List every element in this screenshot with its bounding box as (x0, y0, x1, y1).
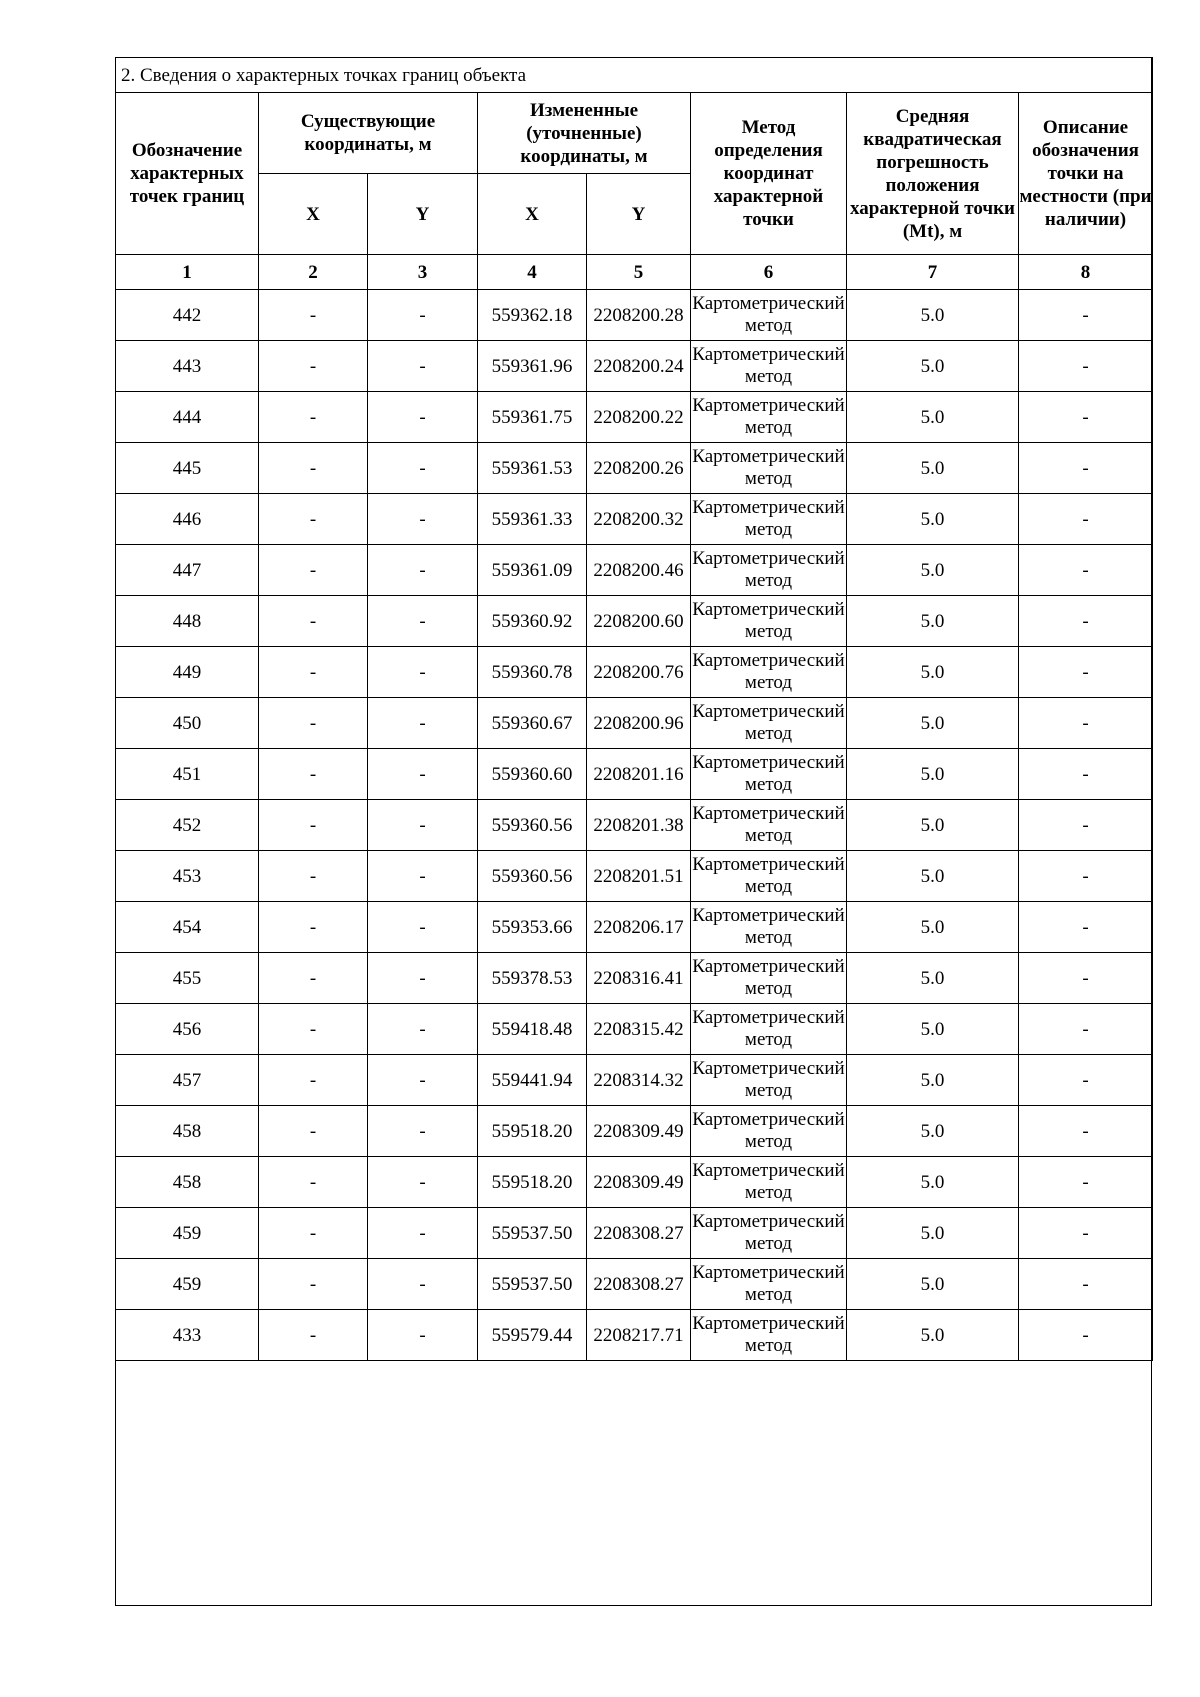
cell-changed-y: 2208200.22 (587, 392, 691, 443)
cell-error-mt: 5.0 (847, 392, 1019, 443)
cell-point-id: 433 (116, 1310, 259, 1361)
header-designation: Обозначение характерных точек границ (116, 93, 259, 255)
cell-existing-y: - (368, 851, 478, 902)
cell-changed-x: 559361.33 (478, 494, 587, 545)
cell-method: Картометрический метод (691, 1055, 847, 1106)
column-number: 7 (847, 255, 1019, 290)
cell-point-id: 452 (116, 800, 259, 851)
cell-point-id: 450 (116, 698, 259, 749)
cell-changed-y: 2208200.60 (587, 596, 691, 647)
cell-method: Картометрический метод (691, 545, 847, 596)
cell-method: Картометрический метод (691, 1157, 847, 1208)
cell-changed-x: 559361.09 (478, 545, 587, 596)
cell-description: - (1019, 290, 1153, 341)
cell-changed-x: 559418.48 (478, 1004, 587, 1055)
column-number: 4 (478, 255, 587, 290)
cell-changed-x: 559360.56 (478, 800, 587, 851)
cell-changed-y: 2208308.27 (587, 1259, 691, 1310)
cell-method: Картометрический метод (691, 1310, 847, 1361)
cell-description: - (1019, 749, 1153, 800)
cell-point-id: 447 (116, 545, 259, 596)
column-number: 8 (1019, 255, 1153, 290)
cell-existing-x: - (259, 494, 368, 545)
table-row (116, 1157, 1153, 1208)
cell-existing-y: - (368, 545, 478, 596)
cell-existing-y: - (368, 1259, 478, 1310)
cell-existing-x: - (259, 1157, 368, 1208)
cell-error-mt: 5.0 (847, 596, 1019, 647)
cell-method: Картометрический метод (691, 341, 847, 392)
cell-method: Картометрический метод (691, 1004, 847, 1055)
cell-description: - (1019, 953, 1153, 1004)
cell-changed-x: 559361.53 (478, 443, 587, 494)
cell-changed-y: 2208316.41 (587, 953, 691, 1004)
cell-existing-x: - (259, 1106, 368, 1157)
cell-point-id: 453 (116, 851, 259, 902)
table-row (116, 545, 1153, 596)
cell-changed-x: 559537.50 (478, 1208, 587, 1259)
header-existing-y: Y (368, 174, 478, 255)
cell-changed-y: 2208314.32 (587, 1055, 691, 1106)
cell-method: Картометрический метод (691, 902, 847, 953)
cell-changed-x: 559360.67 (478, 698, 587, 749)
cell-existing-y: - (368, 443, 478, 494)
cell-changed-y: 2208217.71 (587, 1310, 691, 1361)
cell-method: Картометрический метод (691, 290, 847, 341)
column-number: 2 (259, 255, 368, 290)
cell-existing-y: - (368, 341, 478, 392)
cell-existing-y: - (368, 290, 478, 341)
boundary-points-table (115, 57, 1153, 1361)
cell-changed-x: 559360.78 (478, 647, 587, 698)
cell-existing-x: - (259, 1208, 368, 1259)
cell-point-id: 456 (116, 1004, 259, 1055)
cell-changed-x: 559362.18 (478, 290, 587, 341)
cell-point-id: 457 (116, 1055, 259, 1106)
cell-error-mt: 5.0 (847, 1157, 1019, 1208)
cell-existing-x: - (259, 1004, 368, 1055)
cell-existing-x: - (259, 341, 368, 392)
cell-description: - (1019, 1004, 1153, 1055)
cell-changed-y: 2208309.49 (587, 1157, 691, 1208)
cell-point-id: 443 (116, 341, 259, 392)
cell-existing-y: - (368, 1208, 478, 1259)
header-changed-y: Y (587, 174, 691, 255)
cell-point-id: 459 (116, 1208, 259, 1259)
cell-existing-y: - (368, 494, 478, 545)
table-row (116, 596, 1153, 647)
cell-point-id: 458 (116, 1157, 259, 1208)
table-row (116, 392, 1153, 443)
header-existing-x: X (259, 174, 368, 255)
cell-point-id: 451 (116, 749, 259, 800)
cell-error-mt: 5.0 (847, 1004, 1019, 1055)
cell-method: Картометрический метод (691, 800, 847, 851)
cell-changed-x: 559361.75 (478, 392, 587, 443)
cell-error-mt: 5.0 (847, 1208, 1019, 1259)
table-row (116, 953, 1153, 1004)
cell-description: - (1019, 647, 1153, 698)
cell-error-mt: 5.0 (847, 749, 1019, 800)
cell-point-id: 442 (116, 290, 259, 341)
table-row (116, 443, 1153, 494)
cell-changed-y: 2208308.27 (587, 1208, 691, 1259)
cell-method: Картометрический метод (691, 953, 847, 1004)
cell-existing-y: - (368, 749, 478, 800)
cell-existing-x: - (259, 596, 368, 647)
header-changed-x: X (478, 174, 587, 255)
table-row (116, 1259, 1153, 1310)
table-row (116, 1106, 1153, 1157)
cell-error-mt: 5.0 (847, 290, 1019, 341)
table-row (116, 1310, 1153, 1361)
cell-error-mt: 5.0 (847, 1055, 1019, 1106)
cell-method: Картометрический метод (691, 851, 847, 902)
cell-changed-x: 559378.53 (478, 953, 587, 1004)
cell-description: - (1019, 851, 1153, 902)
cell-existing-x: - (259, 749, 368, 800)
cell-existing-x: - (259, 443, 368, 494)
cell-description: - (1019, 1259, 1153, 1310)
cell-changed-x: 559537.50 (478, 1259, 587, 1310)
table-row (116, 1004, 1153, 1055)
table-row (116, 494, 1153, 545)
cell-changed-y: 2208201.38 (587, 800, 691, 851)
header-description: Описание обозначения точки на местности (при наличии) (1019, 93, 1153, 255)
cell-error-mt: 5.0 (847, 902, 1019, 953)
cell-changed-x: 559360.92 (478, 596, 587, 647)
cell-error-mt: 5.0 (847, 698, 1019, 749)
cell-description: - (1019, 698, 1153, 749)
cell-changed-y: 2208200.26 (587, 443, 691, 494)
cell-error-mt: 5.0 (847, 851, 1019, 902)
cell-point-id: 458 (116, 1106, 259, 1157)
cell-changed-x: 559579.44 (478, 1310, 587, 1361)
cell-description: - (1019, 443, 1153, 494)
cell-method: Картометрический метод (691, 698, 847, 749)
cell-existing-y: - (368, 698, 478, 749)
cell-existing-y: - (368, 1106, 478, 1157)
cell-description: - (1019, 341, 1153, 392)
cell-changed-x: 559360.56 (478, 851, 587, 902)
cell-changed-y: 2208200.24 (587, 341, 691, 392)
cell-existing-y: - (368, 596, 478, 647)
cell-existing-x: - (259, 1259, 368, 1310)
cell-method: Картометрический метод (691, 392, 847, 443)
cell-existing-x: - (259, 851, 368, 902)
cell-existing-x: - (259, 953, 368, 1004)
cell-error-mt: 5.0 (847, 647, 1019, 698)
cell-method: Картометрический метод (691, 596, 847, 647)
header-changed-coordinates: Измененные (уточненные) координаты, м (478, 93, 691, 174)
cell-error-mt: 5.0 (847, 953, 1019, 1004)
cell-changed-y: 2208200.28 (587, 290, 691, 341)
cell-existing-x: - (259, 698, 368, 749)
header-existing-coordinates: Существующие координаты, м (259, 93, 478, 174)
table-row (116, 851, 1153, 902)
cell-changed-y: 2208206.17 (587, 902, 691, 953)
cell-changed-x: 559361.96 (478, 341, 587, 392)
table-row (116, 290, 1153, 341)
cell-existing-y: - (368, 647, 478, 698)
cell-description: - (1019, 1157, 1153, 1208)
table-row (116, 749, 1153, 800)
cell-description: - (1019, 1055, 1153, 1106)
cell-point-id: 454 (116, 902, 259, 953)
cell-description: - (1019, 545, 1153, 596)
column-number: 3 (368, 255, 478, 290)
cell-description: - (1019, 494, 1153, 545)
cell-description: - (1019, 902, 1153, 953)
table-row (116, 647, 1153, 698)
table-row (116, 1055, 1153, 1106)
cell-changed-x: 559441.94 (478, 1055, 587, 1106)
table-row (116, 341, 1153, 392)
cell-description: - (1019, 1310, 1153, 1361)
cell-existing-x: - (259, 1310, 368, 1361)
cell-existing-y: - (368, 1004, 478, 1055)
column-number: 6 (691, 255, 847, 290)
cell-error-mt: 5.0 (847, 1106, 1019, 1157)
cell-changed-y: 2208201.16 (587, 749, 691, 800)
cell-description: - (1019, 596, 1153, 647)
column-number: 5 (587, 255, 691, 290)
cell-error-mt: 5.0 (847, 545, 1019, 596)
cell-existing-y: - (368, 800, 478, 851)
cell-changed-y: 2208200.32 (587, 494, 691, 545)
cell-existing-y: - (368, 1157, 478, 1208)
cell-description: - (1019, 392, 1153, 443)
cell-changed-y: 2208200.76 (587, 647, 691, 698)
table-row (116, 698, 1153, 749)
cell-point-id: 455 (116, 953, 259, 1004)
cell-error-mt: 5.0 (847, 494, 1019, 545)
cell-method: Картометрический метод (691, 1259, 847, 1310)
cell-point-id: 445 (116, 443, 259, 494)
cell-changed-x: 559518.20 (478, 1157, 587, 1208)
cell-changed-x: 559518.20 (478, 1106, 587, 1157)
cell-existing-x: - (259, 545, 368, 596)
header-method: Метод определения координат характерной точки (691, 93, 847, 255)
cell-error-mt: 5.0 (847, 800, 1019, 851)
table-row (116, 1208, 1153, 1259)
cell-error-mt: 5.0 (847, 443, 1019, 494)
cell-existing-y: - (368, 1310, 478, 1361)
cell-existing-y: - (368, 902, 478, 953)
cell-changed-x: 559353.66 (478, 902, 587, 953)
cell-changed-y: 2208200.46 (587, 545, 691, 596)
cell-existing-x: - (259, 647, 368, 698)
cell-existing-y: - (368, 392, 478, 443)
cell-description: - (1019, 1208, 1153, 1259)
cell-point-id: 449 (116, 647, 259, 698)
section-title: 2. Сведения о характерных точках границ объекта (116, 58, 1153, 93)
cell-point-id: 448 (116, 596, 259, 647)
cell-changed-y: 2208309.49 (587, 1106, 691, 1157)
cell-existing-x: - (259, 800, 368, 851)
cell-error-mt: 5.0 (847, 341, 1019, 392)
column-number: 1 (116, 255, 259, 290)
cell-existing-y: - (368, 1055, 478, 1106)
table-row (116, 800, 1153, 851)
cell-description: - (1019, 1106, 1153, 1157)
cell-error-mt: 5.0 (847, 1310, 1019, 1361)
cell-changed-y: 2208315.42 (587, 1004, 691, 1055)
cell-error-mt: 5.0 (847, 1259, 1019, 1310)
cell-existing-x: - (259, 1055, 368, 1106)
cell-point-id: 444 (116, 392, 259, 443)
cell-method: Картометрический метод (691, 749, 847, 800)
cell-existing-x: - (259, 290, 368, 341)
cell-changed-y: 2208201.51 (587, 851, 691, 902)
cell-method: Картометрический метод (691, 443, 847, 494)
cell-existing-y: - (368, 953, 478, 1004)
cell-description: - (1019, 800, 1153, 851)
cell-method: Картометрический метод (691, 647, 847, 698)
cell-point-id: 446 (116, 494, 259, 545)
header-error: Средняя квадратическая погрешность положения характерной точки (Mt), м (847, 93, 1019, 255)
cell-method: Картометрический метод (691, 1208, 847, 1259)
table-row (116, 902, 1153, 953)
cell-point-id: 459 (116, 1259, 259, 1310)
cell-existing-x: - (259, 392, 368, 443)
cell-changed-y: 2208200.96 (587, 698, 691, 749)
cell-method: Картометрический метод (691, 494, 847, 545)
cell-changed-x: 559360.60 (478, 749, 587, 800)
cell-method: Картометрический метод (691, 1106, 847, 1157)
cell-existing-x: - (259, 902, 368, 953)
